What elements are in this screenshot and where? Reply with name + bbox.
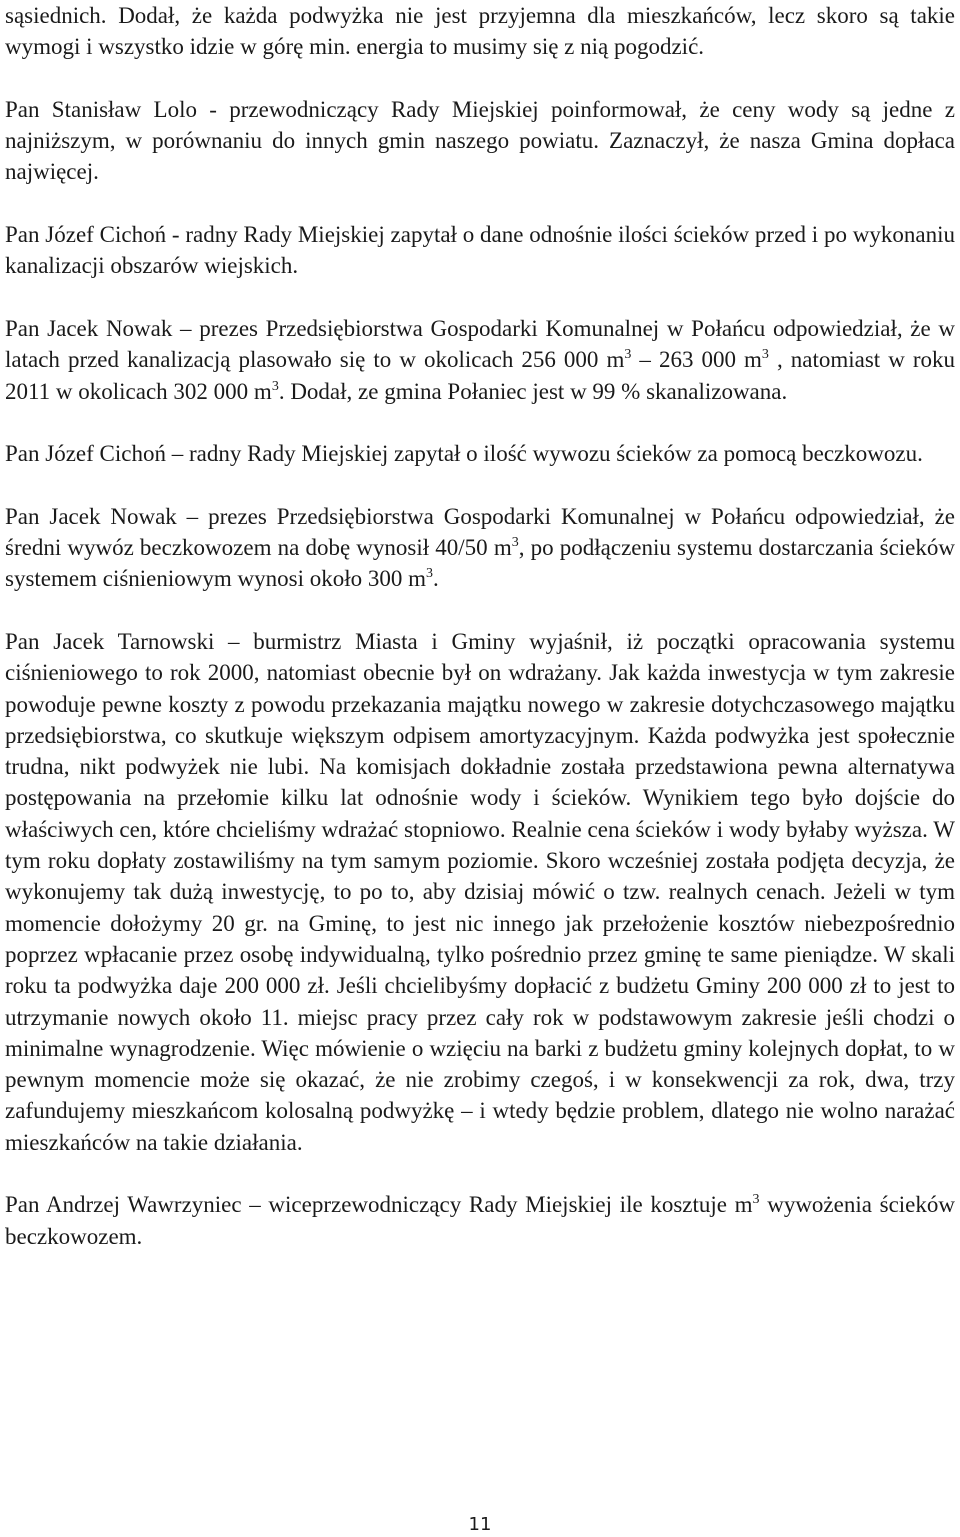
superscript-exponent: 3 bbox=[511, 535, 519, 551]
paragraph-3: Pan Józef Cichoń - radny Rady Miejskiej zapytał o dane odnośnie ilości ścieków przed i po wykonaniu kanalizacji obszarów wiejskich. bbox=[5, 222, 955, 279]
paragraph-5: Pan Józef Cichoń – radny Rady Miejskiej zapytał o ilość wywozu ścieków za pomocą beczkowozu. bbox=[5, 441, 923, 467]
superscript-exponent: 3 bbox=[752, 1192, 760, 1208]
paragraph-1: sąsiednich. Dodał, że każda podwyżka nie jest przyjemna dla mieszkańców, lecz skoro są takie wymogi i wszystko idzie w górę min. energia to musimy się z nią pogodzić. bbox=[5, 3, 955, 60]
superscript-exponent: 3 bbox=[271, 378, 279, 394]
paragraph-8: Pan Andrzej Wawrzyniec – wiceprzewodniczący Rady Miejskiej ile kosztuje $m^3$ wywożenia ścieków beczkowozem. bbox=[5, 1192, 955, 1249]
document-page bbox=[5, 0, 955, 1283]
superscript-exponent: 3 bbox=[761, 347, 769, 363]
paragraph-2: Pan Stanisław Lolo - przewodniczący Rady Miejskiej poinformował, że ceny wody są jedne z najniższym, w porównaniu do innych gmin naszego powiatu. Zaznaczył, że nasza Gmina dopłaca najwięcej. bbox=[5, 96, 955, 185]
superscript-exponent: 3 bbox=[426, 566, 434, 582]
paragraph-6: Pan Jacek Nowak – prezes Przedsiębiorstwa Gospodarki Komunalnej w Połańcu odpowiedział, że średni wywóz beczkowozem na dobę wynosił 40/50 $m^3$, po podłączeniu systemu dostarczania ścieków systemem ciśnieniowym wynosi około 300 $m^3$. bbox=[5, 503, 956, 592]
page-number: 11 bbox=[468, 1514, 492, 1535]
superscript-exponent: 3 bbox=[624, 347, 632, 363]
paragraph-7: Pan Jacek Tarnowski – burmistrz Miasta i Gminy wyjaśnił, iż początki opracowania systemu ciśnieniowego to rok 2000, natomiast obecnie był on wdrażany. Jak każda inwestycja w tym zakresie powoduje pewne koszty z powodu przekazania majątku nowego w zakresie dotychczasowego majątku przedsiębiorstwa, co skutkuje większym odpisem amortyzacyjnym. Każda podwyżka jest społecznie trudna, nikt podwyżek nie lubi. Na komisjach dokładnie została przedstawiona pewna alternatywa postępowania na przełomie kilku lat odnośnie wody i ścieków. Wynikiem tego było dojście do właściwych cen, które chcieliśmy wdrażać stopniowo. Realnie cena ścieków i wody byłaby wyższa. W tym roku dopłaty zostawiliśmy na tym samym poziomie. Skoro wcześniej została podjęta decyzja, że wykonujemy tak dużą inwestycję, to po to, aby dzisiaj mówić o tzw. realnych cenach. Jeżeli w tym momencie dołożymy 20 gr. na Gminę, to jest nic innego jak przełożenie kosztów niebezpośrednio poprzez wpłacanie przez osobę indywidualną, tylko pośrednio przez gminę te same pieniądze. W skali roku ta podwyżka daje 200 000 zł. Jeśli chcielibyśmy dopłacić z budżetu Gminy 200 000 zł to jest to utrzymanie nowych około 11. miejsc pracy przez cały rok w podstawowym zakresie jeśli chodzi o minimalne wynagrodzenie. Więc mówienie o wzięciu na barki z budżetu gminy kolejnych dopłat, to w pewnym momencie może się okazać, że nie zrobimy czegoś, i w konsekwencji za rok, dwa, trzy zafundujemy mieszkańcom kolosalną podwyżkę – i wtedy będzie problem, dlatego nie wolno narażać mieszkańców na takie działania. bbox=[5, 628, 955, 1155]
paragraph-4: Pan Jacek Nowak – prezes Przedsiębiorstwa Gospodarki Komunalnej w Połańcu odpowiedział, że w latach przed kanalizacją plasowało się to w okolicach 256 000 $m^3 - 263$ 000 $m^3$ , natomiast w roku 2011 w okolicach 302 000 $m^3$. Dodał, ze gmina Połaniec jest w 99 % skanalizowana. bbox=[5, 315, 956, 404]
